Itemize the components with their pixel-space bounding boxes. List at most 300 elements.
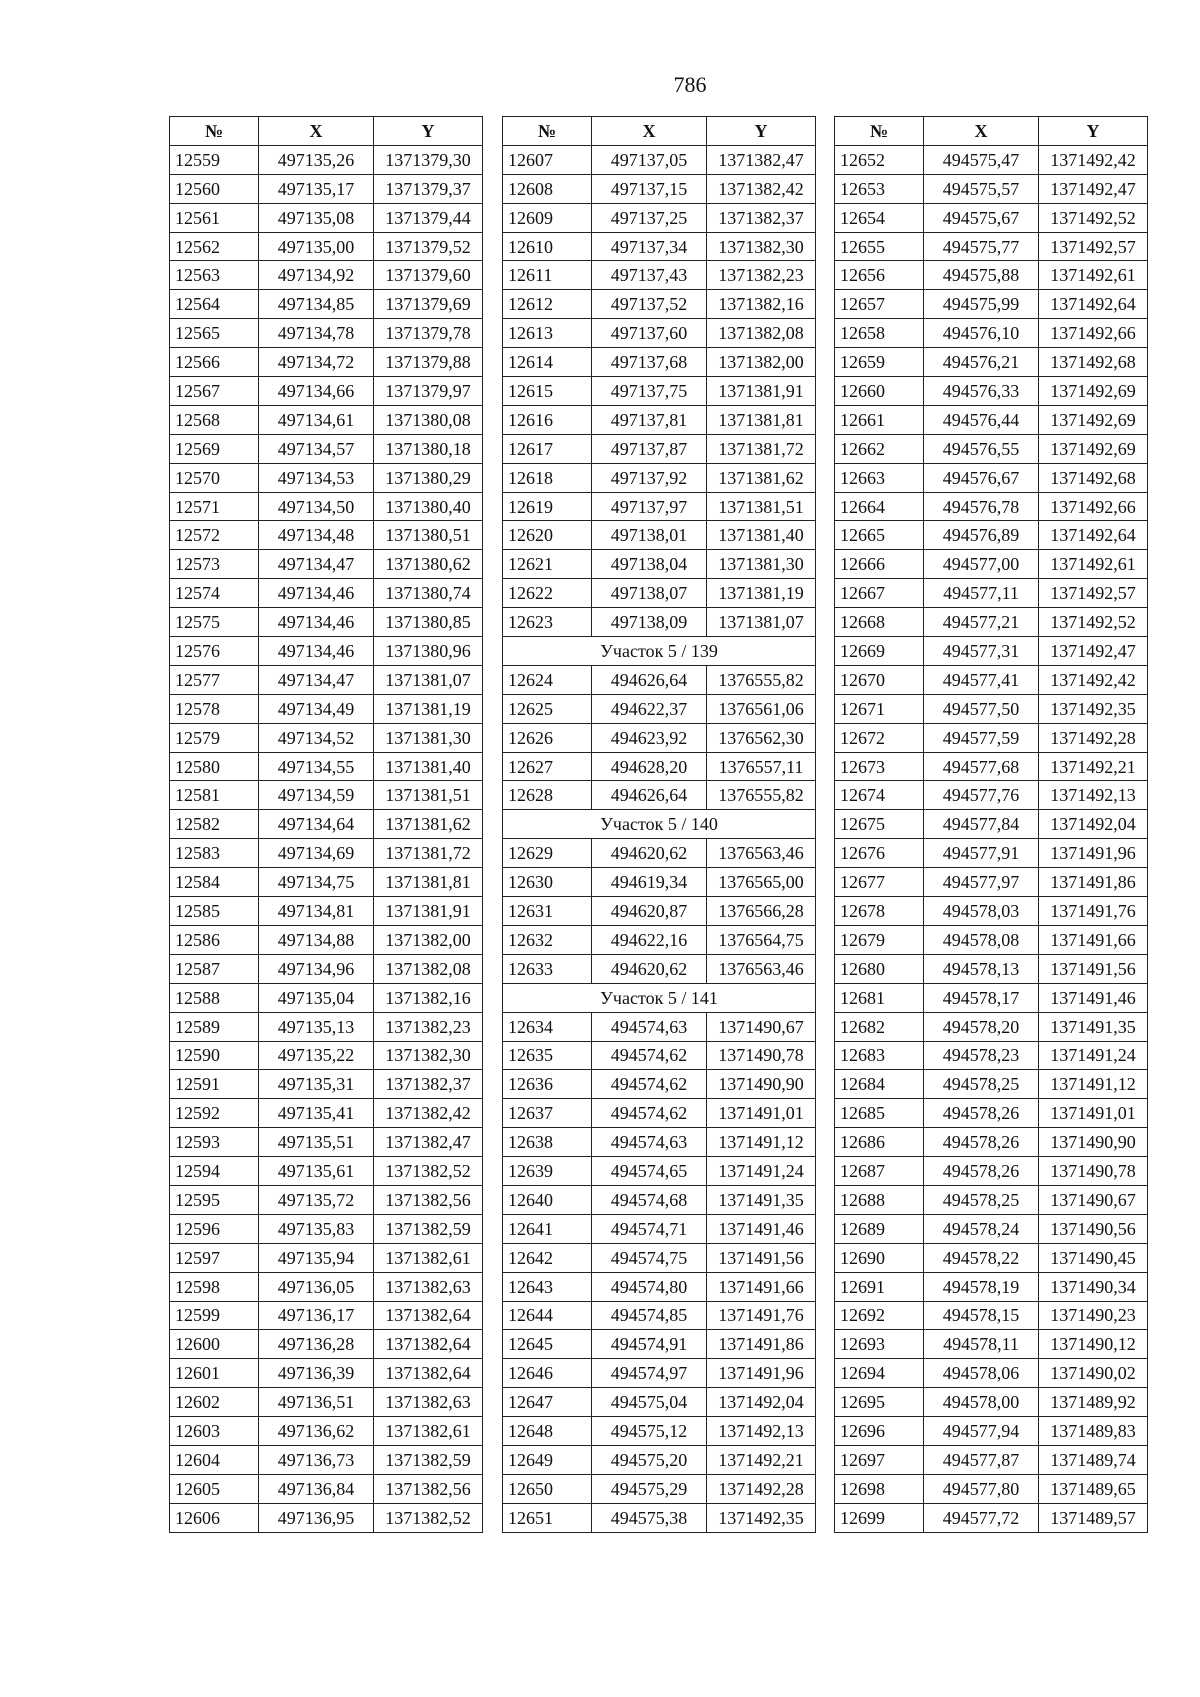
point-number: 12602 [170, 1388, 259, 1417]
coord-y: 1371382,42 [707, 174, 816, 203]
point-number: 12615 [503, 377, 592, 406]
point-number: 12564 [170, 290, 259, 319]
header-number: № [835, 117, 924, 146]
table-row [503, 781, 816, 810]
table-row [503, 579, 816, 608]
coord-y: 1371491,76 [707, 1301, 816, 1330]
point-number: 12652 [835, 145, 924, 174]
coord-y: 1371379,37 [374, 174, 483, 203]
point-number: 12618 [503, 463, 592, 492]
point-number: 12629 [503, 839, 592, 868]
point-number: 12600 [170, 1330, 259, 1359]
coord-y: 1371382,59 [374, 1445, 483, 1474]
coord-x: 494574,65 [592, 1157, 707, 1186]
coord-x: 494577,41 [924, 665, 1039, 694]
table-row [170, 983, 483, 1012]
coord-x: 497135,08 [259, 203, 374, 232]
table-row [503, 1012, 816, 1041]
coord-x: 494575,77 [924, 232, 1039, 261]
coord-y: 1371382,47 [707, 145, 816, 174]
point-number: 12671 [835, 694, 924, 723]
point-number: 12634 [503, 1012, 592, 1041]
coord-x: 497136,73 [259, 1445, 374, 1474]
coord-y: 1371382,52 [374, 1503, 483, 1532]
header-row [503, 117, 816, 146]
coord-x: 494577,72 [924, 1503, 1039, 1532]
coord-x: 497137,97 [592, 492, 707, 521]
point-number: 12583 [170, 839, 259, 868]
table-row [170, 550, 483, 579]
point-number: 12654 [835, 203, 924, 232]
point-number: 12610 [503, 232, 592, 261]
point-number: 12624 [503, 665, 592, 694]
coord-y: 1371379,30 [374, 145, 483, 174]
point-number: 12599 [170, 1301, 259, 1330]
table-row [835, 1445, 1148, 1474]
table-row [170, 897, 483, 926]
coord-y: 1371382,59 [374, 1214, 483, 1243]
table-row [503, 1243, 816, 1272]
table-row [503, 463, 816, 492]
table-row [170, 1301, 483, 1330]
coord-x: 494578,26 [924, 1157, 1039, 1186]
coord-y: 1371491,66 [1039, 925, 1148, 954]
point-number: 12616 [503, 405, 592, 434]
coord-y: 1371490,90 [1039, 1128, 1148, 1157]
point-number: 12597 [170, 1243, 259, 1272]
table-row [170, 174, 483, 203]
coord-x: 494574,62 [592, 1041, 707, 1070]
header-y: Y [1039, 117, 1148, 146]
table-row [170, 925, 483, 954]
table-row [170, 868, 483, 897]
table-row [503, 1272, 816, 1301]
table-row [503, 1070, 816, 1099]
table-row [170, 608, 483, 637]
coord-y: 1371382,16 [707, 290, 816, 319]
table-row [835, 348, 1148, 377]
coord-x: 494577,80 [924, 1474, 1039, 1503]
coord-y: 1371381,40 [374, 752, 483, 781]
coord-x: 494577,97 [924, 868, 1039, 897]
point-number: 12644 [503, 1301, 592, 1330]
table-row [170, 579, 483, 608]
coord-y: 1371382,56 [374, 1474, 483, 1503]
coord-y: 1371492,69 [1039, 405, 1148, 434]
table-row [503, 1359, 816, 1388]
coord-x: 494577,31 [924, 637, 1039, 666]
coord-y: 1376562,30 [707, 723, 816, 752]
table-row [170, 1503, 483, 1532]
table-row [503, 1301, 816, 1330]
coord-y: 1371382,23 [707, 261, 816, 290]
coord-y: 1371490,12 [1039, 1330, 1148, 1359]
point-number: 12676 [835, 839, 924, 868]
coord-x: 497135,17 [259, 174, 374, 203]
coord-y: 1371382,61 [374, 1243, 483, 1272]
coord-x: 494578,00 [924, 1388, 1039, 1417]
table-row [170, 348, 483, 377]
coord-x: 494575,47 [924, 145, 1039, 174]
table-row [503, 434, 816, 463]
coord-y: 1371491,56 [1039, 954, 1148, 983]
coord-y: 1371489,57 [1039, 1503, 1148, 1532]
point-number: 12661 [835, 405, 924, 434]
coord-x: 494577,59 [924, 723, 1039, 752]
table-row [835, 1185, 1148, 1214]
coord-y: 1371491,24 [707, 1157, 816, 1186]
point-number: 12656 [835, 261, 924, 290]
table-row [503, 174, 816, 203]
coord-y: 1371379,78 [374, 319, 483, 348]
point-number: 12685 [835, 1099, 924, 1128]
coord-x: 494575,57 [924, 174, 1039, 203]
coord-x: 497134,96 [259, 954, 374, 983]
coord-x: 494575,38 [592, 1503, 707, 1532]
header-x: X [259, 117, 374, 146]
coord-y: 1371382,00 [707, 348, 816, 377]
coord-y: 1371490,23 [1039, 1301, 1148, 1330]
point-number: 12648 [503, 1417, 592, 1446]
coord-y: 1371379,69 [374, 290, 483, 319]
coord-x: 497137,05 [592, 145, 707, 174]
coord-y: 1371380,62 [374, 550, 483, 579]
table-row [503, 1474, 816, 1503]
table-body [170, 145, 483, 1532]
coord-x: 494578,23 [924, 1041, 1039, 1070]
point-number: 12561 [170, 203, 259, 232]
coord-y: 1371381,51 [707, 492, 816, 521]
coord-y: 1371381,62 [374, 810, 483, 839]
header-number: № [170, 117, 259, 146]
coord-y: 1371492,57 [1039, 232, 1148, 261]
point-number: 12586 [170, 925, 259, 954]
coord-y: 1376561,06 [707, 694, 816, 723]
coord-x: 494578,08 [924, 925, 1039, 954]
table-row [170, 1041, 483, 1070]
coord-x: 497136,62 [259, 1417, 374, 1446]
coord-y: 1371381,40 [707, 521, 816, 550]
coord-x: 497135,51 [259, 1128, 374, 1157]
coord-y: 1371491,86 [707, 1330, 816, 1359]
point-number: 12696 [835, 1417, 924, 1446]
header-x: X [592, 117, 707, 146]
table-row [170, 1157, 483, 1186]
point-number: 12603 [170, 1417, 259, 1446]
coord-x: 494578,13 [924, 954, 1039, 983]
point-number: 12681 [835, 983, 924, 1012]
coord-y: 1371491,56 [707, 1243, 816, 1272]
coord-x: 494578,03 [924, 897, 1039, 926]
point-number: 12596 [170, 1214, 259, 1243]
table-row [170, 810, 483, 839]
coord-y: 1371382,08 [707, 319, 816, 348]
point-number: 12588 [170, 983, 259, 1012]
point-number: 12697 [835, 1445, 924, 1474]
coord-y: 1371380,40 [374, 492, 483, 521]
coord-x: 494574,97 [592, 1359, 707, 1388]
coord-x: 494577,21 [924, 608, 1039, 637]
table-row [503, 1214, 816, 1243]
coord-y: 1371491,12 [1039, 1070, 1148, 1099]
table-row [835, 752, 1148, 781]
table-row [835, 232, 1148, 261]
point-number: 12626 [503, 723, 592, 752]
coord-y: 1376555,82 [707, 781, 816, 810]
coord-x: 494575,12 [592, 1417, 707, 1446]
point-number: 12686 [835, 1128, 924, 1157]
coord-y: 1371379,88 [374, 348, 483, 377]
point-number: 12666 [835, 550, 924, 579]
coord-y: 1371382,08 [374, 954, 483, 983]
table-row [503, 608, 816, 637]
table-row [503, 203, 816, 232]
coord-x: 497135,41 [259, 1099, 374, 1128]
coord-x: 497134,49 [259, 694, 374, 723]
coord-y: 1371492,69 [1039, 377, 1148, 406]
coord-x: 497137,87 [592, 434, 707, 463]
coord-x: 497134,88 [259, 925, 374, 954]
coord-x: 497135,94 [259, 1243, 374, 1272]
coord-x: 494576,55 [924, 434, 1039, 463]
coord-y: 1371490,78 [707, 1041, 816, 1070]
coord-y: 1371381,19 [707, 579, 816, 608]
table-row [503, 954, 816, 983]
coord-y: 1371490,78 [1039, 1157, 1148, 1186]
point-number: 12627 [503, 752, 592, 781]
table-row [835, 694, 1148, 723]
coord-x: 497135,13 [259, 1012, 374, 1041]
table-row [835, 579, 1148, 608]
coord-y: 1371492,68 [1039, 348, 1148, 377]
coord-x: 497137,34 [592, 232, 707, 261]
table-row [170, 1474, 483, 1503]
table-row [835, 145, 1148, 174]
table-row [503, 145, 816, 174]
coord-x: 497135,04 [259, 983, 374, 1012]
coord-x: 497135,31 [259, 1070, 374, 1099]
coord-x: 497134,78 [259, 319, 374, 348]
table-row [835, 492, 1148, 521]
coord-x: 494622,37 [592, 694, 707, 723]
point-number: 12613 [503, 319, 592, 348]
coord-y: 1371491,35 [1039, 1012, 1148, 1041]
coord-x: 497138,01 [592, 521, 707, 550]
coord-y: 1371492,04 [707, 1388, 816, 1417]
point-number: 12683 [835, 1041, 924, 1070]
table-row [835, 868, 1148, 897]
table-row [835, 405, 1148, 434]
point-number: 12604 [170, 1445, 259, 1474]
point-number: 12612 [503, 290, 592, 319]
coord-x: 497136,51 [259, 1388, 374, 1417]
table-row [835, 1128, 1148, 1157]
coord-y: 1376557,11 [707, 752, 816, 781]
coord-x: 494574,62 [592, 1070, 707, 1099]
coord-y: 1371492,69 [1039, 434, 1148, 463]
coord-x: 494619,34 [592, 868, 707, 897]
table-row [170, 1185, 483, 1214]
coord-y: 1371492,52 [1039, 608, 1148, 637]
point-number: 12575 [170, 608, 259, 637]
table-row [835, 637, 1148, 666]
point-number: 12659 [835, 348, 924, 377]
section-title: Участок 5 / 141 [503, 983, 816, 1012]
header-row [170, 117, 483, 146]
point-number: 12669 [835, 637, 924, 666]
point-number: 12647 [503, 1388, 592, 1417]
point-number: 12694 [835, 1359, 924, 1388]
coord-y: 1371492,42 [1039, 665, 1148, 694]
point-number: 12650 [503, 1474, 592, 1503]
table-row [835, 810, 1148, 839]
point-number: 12682 [835, 1012, 924, 1041]
coord-y: 1371382,37 [374, 1070, 483, 1099]
point-number: 12570 [170, 463, 259, 492]
coord-y: 1371492,61 [1039, 550, 1148, 579]
header-x: X [924, 117, 1039, 146]
coord-x: 494622,16 [592, 925, 707, 954]
table-row [835, 1330, 1148, 1359]
table-row [170, 521, 483, 550]
coord-x: 494575,67 [924, 203, 1039, 232]
coord-x: 497135,61 [259, 1157, 374, 1186]
coord-y: 1371490,67 [1039, 1185, 1148, 1214]
point-number: 12646 [503, 1359, 592, 1388]
coord-x: 497136,39 [259, 1359, 374, 1388]
coord-x: 494574,71 [592, 1214, 707, 1243]
coord-y: 1371380,29 [374, 463, 483, 492]
coord-x: 497134,92 [259, 261, 374, 290]
point-number: 12657 [835, 290, 924, 319]
coord-x: 497134,55 [259, 752, 374, 781]
table-row [170, 723, 483, 752]
coord-x: 497137,43 [592, 261, 707, 290]
coord-x: 497134,64 [259, 810, 374, 839]
table-row [835, 290, 1148, 319]
point-number: 12573 [170, 550, 259, 579]
coordinates-table-2 [502, 116, 816, 1533]
coord-x: 497134,47 [259, 550, 374, 579]
point-number: 12622 [503, 579, 592, 608]
point-number: 12567 [170, 377, 259, 406]
coord-y: 1371381,72 [707, 434, 816, 463]
table-row [503, 405, 816, 434]
point-number: 12663 [835, 463, 924, 492]
coord-x: 497134,46 [259, 608, 374, 637]
coord-x: 494620,87 [592, 897, 707, 926]
coord-y: 1371492,35 [1039, 694, 1148, 723]
coord-x: 497137,92 [592, 463, 707, 492]
coord-x: 497135,83 [259, 1214, 374, 1243]
coord-x: 494574,85 [592, 1301, 707, 1330]
coord-x: 494577,87 [924, 1445, 1039, 1474]
point-number: 12607 [503, 145, 592, 174]
coord-y: 1371379,60 [374, 261, 483, 290]
coord-y: 1371492,64 [1039, 290, 1148, 319]
table-body [503, 145, 816, 1532]
point-number: 12674 [835, 781, 924, 810]
point-number: 12571 [170, 492, 259, 521]
coord-y: 1371489,92 [1039, 1388, 1148, 1417]
point-number: 12595 [170, 1185, 259, 1214]
coord-y: 1371491,86 [1039, 868, 1148, 897]
section-title: Участок 5 / 139 [503, 637, 816, 666]
coord-x: 497138,09 [592, 608, 707, 637]
point-number: 12679 [835, 925, 924, 954]
table-row [835, 463, 1148, 492]
coord-x: 494578,26 [924, 1128, 1039, 1157]
coord-x: 494574,75 [592, 1243, 707, 1272]
coord-y: 1371381,19 [374, 694, 483, 723]
point-number: 12638 [503, 1128, 592, 1157]
coord-x: 497137,60 [592, 319, 707, 348]
table-row [170, 261, 483, 290]
coord-y: 1371492,64 [1039, 521, 1148, 550]
table-row [170, 1445, 483, 1474]
coord-x: 494578,25 [924, 1185, 1039, 1214]
coord-x: 497134,53 [259, 463, 374, 492]
point-number: 12675 [835, 810, 924, 839]
table-row [503, 897, 816, 926]
coord-y: 1371492,13 [1039, 781, 1148, 810]
coord-y: 1371490,34 [1039, 1272, 1148, 1301]
table-row [170, 290, 483, 319]
point-number: 12592 [170, 1099, 259, 1128]
point-number: 12574 [170, 579, 259, 608]
page-number: 786 [673, 72, 707, 97]
coord-y: 1371492,28 [707, 1474, 816, 1503]
coord-x: 497137,75 [592, 377, 707, 406]
table-row [503, 752, 816, 781]
coord-x: 494577,84 [924, 810, 1039, 839]
coord-x: 494578,22 [924, 1243, 1039, 1272]
point-number: 12632 [503, 925, 592, 954]
coord-x: 494578,25 [924, 1070, 1039, 1099]
table-row [503, 1099, 816, 1128]
table-row [835, 954, 1148, 983]
coord-y: 1371379,97 [374, 377, 483, 406]
coord-y: 1371379,44 [374, 203, 483, 232]
coord-y: 1371382,30 [374, 1041, 483, 1070]
coord-x: 494576,44 [924, 405, 1039, 434]
coord-x: 494576,78 [924, 492, 1039, 521]
coord-x: 497134,52 [259, 723, 374, 752]
coord-y: 1371489,74 [1039, 1445, 1148, 1474]
section-title: Участок 5 / 140 [503, 810, 816, 839]
point-number: 12649 [503, 1445, 592, 1474]
table-row [503, 521, 816, 550]
point-number: 12667 [835, 579, 924, 608]
coord-x: 497137,81 [592, 405, 707, 434]
point-number: 12566 [170, 348, 259, 377]
coord-x: 494577,76 [924, 781, 1039, 810]
point-number: 12639 [503, 1157, 592, 1186]
point-number: 12585 [170, 897, 259, 926]
coord-y: 1371380,96 [374, 637, 483, 666]
point-number: 12580 [170, 752, 259, 781]
coord-y: 1371492,57 [1039, 579, 1148, 608]
header-row [835, 117, 1148, 146]
table-row [835, 983, 1148, 1012]
coord-x: 497134,85 [259, 290, 374, 319]
coord-y: 1371382,56 [374, 1185, 483, 1214]
table-row [503, 1041, 816, 1070]
point-number: 12578 [170, 694, 259, 723]
coord-y: 1371382,61 [374, 1417, 483, 1446]
table-row [835, 434, 1148, 463]
table-row [170, 954, 483, 983]
